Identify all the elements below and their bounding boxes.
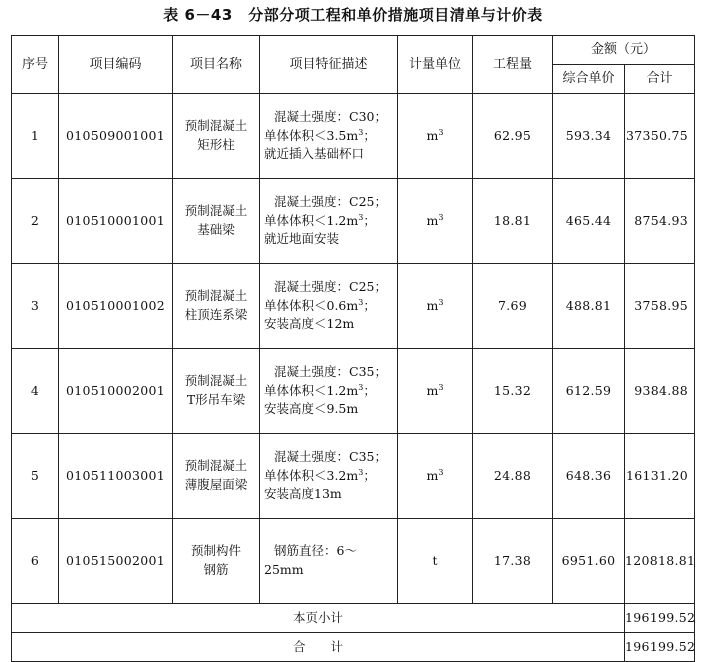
row-seq: 4	[12, 349, 59, 434]
row-total: 37350.75	[625, 94, 695, 179]
row-seq: 2	[12, 179, 59, 264]
row-unit: $m^3$	[398, 179, 473, 264]
row-qty: 7.69	[473, 264, 553, 349]
grandtotal-label: 合 计	[12, 633, 625, 662]
row-price: 6951.60	[553, 519, 625, 604]
table-row	[12, 519, 695, 604]
row-price: 593.34	[553, 94, 625, 179]
table-row	[12, 94, 695, 179]
row-desc: 混凝土强度：C25； 单体体积$<1.2m^3$； 就近地面安装	[260, 179, 398, 264]
row-unit: $m^3$	[398, 264, 473, 349]
row-price: 612.59	[553, 349, 625, 434]
row-qty: 15.32	[473, 349, 553, 434]
header-seq: 序号	[12, 36, 59, 94]
row-desc: 混凝土强度：C30； 单体体积$<3.5m^3$； 就近插入基础杯口	[260, 94, 398, 179]
header-qty: 工程量	[473, 36, 553, 94]
row-qty: 24.88	[473, 434, 553, 519]
grandtotal-row	[12, 633, 695, 662]
row-total: 8754.93	[625, 179, 695, 264]
row-desc: 混凝土强度：C35； 单体体积$<1.2m^3$； 安装高度＜9.5m	[260, 349, 398, 434]
grandtotal-value: 196199.52	[625, 633, 695, 662]
header-code: 项目编码	[59, 36, 173, 94]
row-seq: 6	[12, 519, 59, 604]
row-seq: 3	[12, 264, 59, 349]
row-desc: 混凝土强度：C25； 单体体积$<0.6m^3$； 安装高度＜12m	[260, 264, 398, 349]
row-total: 16131.20	[625, 434, 695, 519]
row-unit: $m^3$	[398, 349, 473, 434]
row-total: 9384.88	[625, 349, 695, 434]
header-total: 合计	[625, 65, 695, 94]
header-desc: 项目特征描述	[260, 36, 398, 94]
table-row	[12, 264, 695, 349]
row-unit: $m^3$	[398, 434, 473, 519]
table-body	[12, 94, 695, 604]
row-code: 010511003001	[59, 434, 173, 519]
row-qty: 62.95	[473, 94, 553, 179]
subtotal-row	[12, 604, 695, 633]
row-total: 3758.95	[625, 264, 695, 349]
row-unit: t	[398, 519, 473, 604]
row-price: 465.44	[553, 179, 625, 264]
row-code: 010510001001	[59, 179, 173, 264]
table-row	[12, 349, 695, 434]
header-unit: 计量单位	[398, 36, 473, 94]
row-code: 010510002001	[59, 349, 173, 434]
pricing-table	[11, 35, 695, 662]
header-name: 项目名称	[173, 36, 260, 94]
row-name: 预制混凝土 薄腹屋面梁	[173, 434, 260, 519]
row-name: 预制构件 钢筋	[173, 519, 260, 604]
row-code: 010510001002	[59, 264, 173, 349]
table-row	[12, 179, 695, 264]
table-row	[12, 434, 695, 519]
header-unit-price: 综合单价	[553, 65, 625, 94]
row-name: 预制混凝土 基础梁	[173, 179, 260, 264]
header-amount: 金额（元）	[553, 36, 695, 65]
row-code: 010509001001	[59, 94, 173, 179]
row-price: 488.81	[553, 264, 625, 349]
row-price: 648.36	[553, 434, 625, 519]
subtotal-value: 196199.52	[625, 604, 695, 633]
row-code: 010515002001	[59, 519, 173, 604]
row-desc: 混凝土强度：C35； 单体体积$<3.2m^3$； 安装高度13m	[260, 434, 398, 519]
row-seq: 1	[12, 94, 59, 179]
row-name: 预制混凝土 T形吊车梁	[173, 349, 260, 434]
row-name: 预制混凝土 柱顶连系梁	[173, 264, 260, 349]
row-desc: 钢筋直径：6～ 25mm	[260, 519, 398, 604]
row-unit: $m^3$	[398, 94, 473, 179]
row-qty: 17.38	[473, 519, 553, 604]
subtotal-label: 本页小计	[12, 604, 625, 633]
row-seq: 5	[12, 434, 59, 519]
row-name: 预制混凝土 矩形柱	[173, 94, 260, 179]
row-total: 120818.81	[625, 519, 695, 604]
row-qty: 18.81	[473, 179, 553, 264]
table-title: 表 6－43 分部分项工程和单价措施项目清单与计价表	[163, 6, 543, 24]
